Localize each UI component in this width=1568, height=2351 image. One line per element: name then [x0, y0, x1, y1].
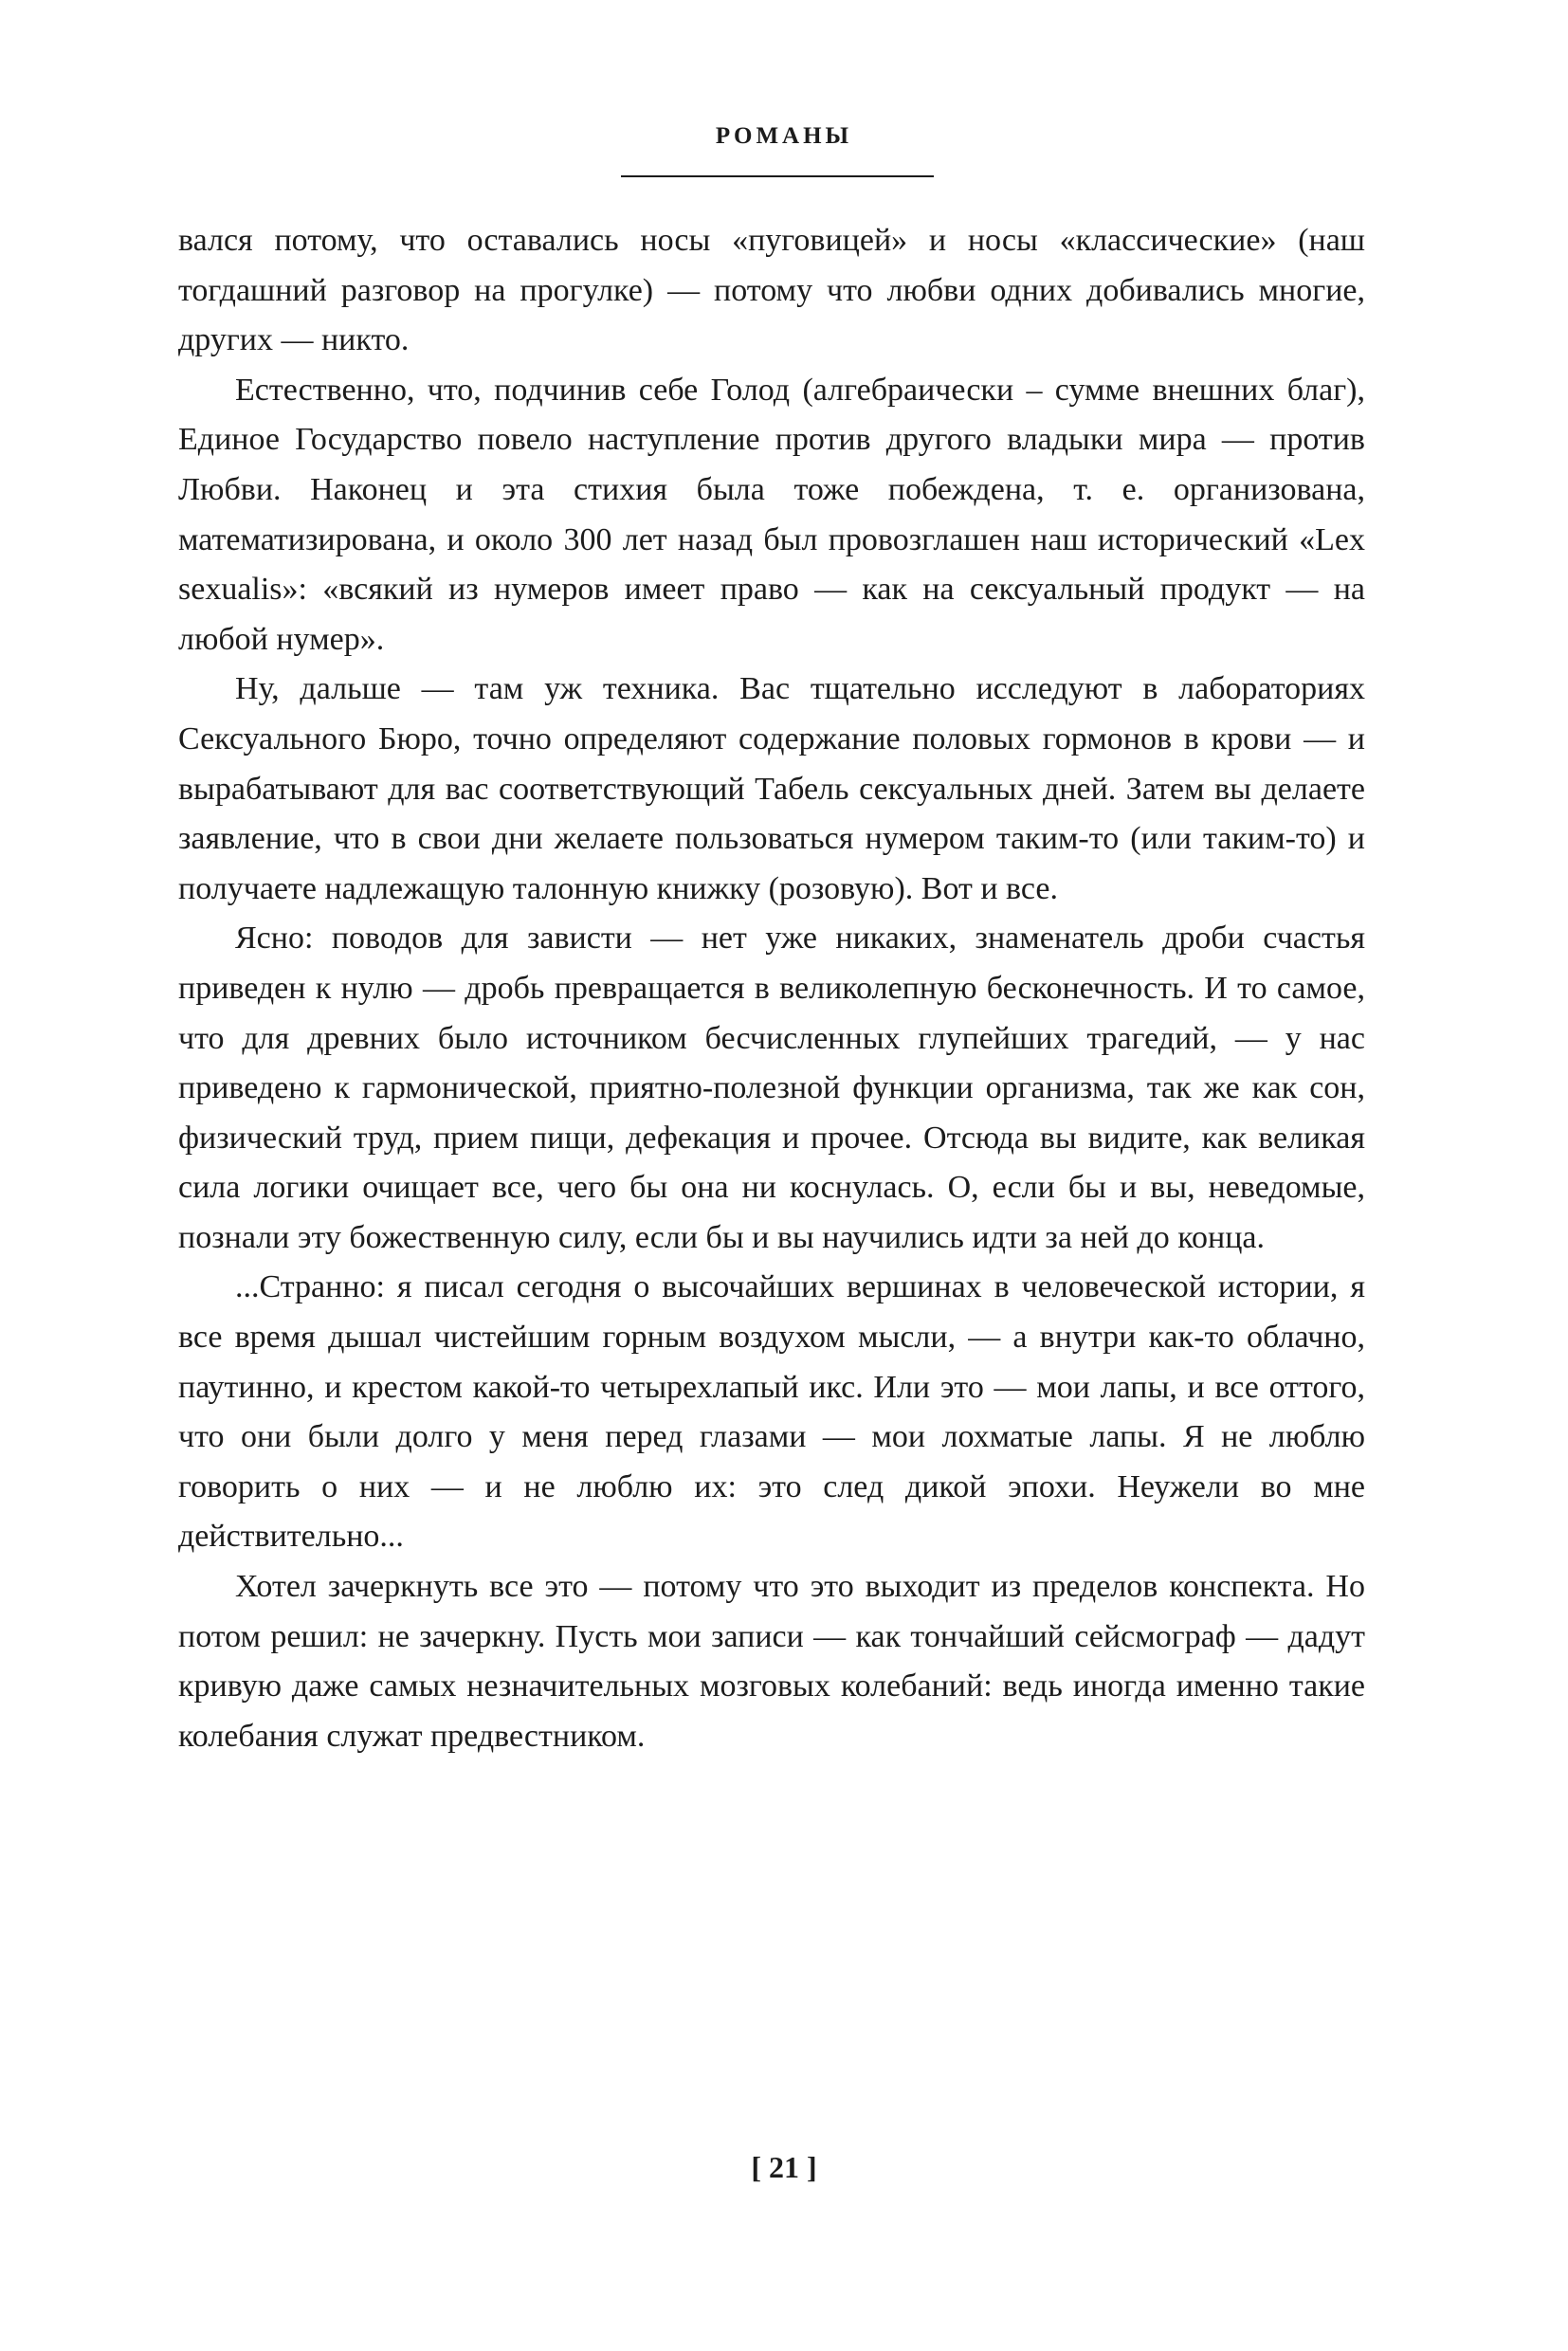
- paragraph: Ну, дальше — там уж техника. Вас тщательно исследуют в лабораториях Сексуального Бюро, точно определяют содержание половых гормонов в крови — и вырабатывают для вас соответствующий Табель сексуальных дней. Затем вы делаете заявление, что в свои дни желаете пользоваться нумером таким-то (или таким-то) и получаете надлежащую талонную книжку (розовую). Вот и все.: [178, 671, 1365, 906]
- running-title: РОМАНЫ: [715, 123, 853, 149]
- body-text: [178, 216, 1365, 1761]
- paragraph: Естественно, что, подчинив себе Голод (алгебраически – сумме внешних благ), Единое Государство повело наступление против другого владыки мира — против Любви. Наконец и эта стихия была тоже побеждена, т. е. организована, математизирована, и около 300 лет назад был провозглашен наш исторический «Lex sexualis»: «всякий из нумеров имеет право — как на сексуальный продукт — на любой нумер».: [178, 372, 1365, 657]
- paragraph: ...Странно: я писал сегодня о высочайших вершинах в человеческой истории, я все время дышал чистейшим горным воздухом мысли, — а внутри как-то облачно, паутинно, и крестом какой-то четырехлапый икс. Или это — мои лапы, и все оттого, что они были долго у меня перед глазами — мои лохматые лапы. Я не люблю говорить о них — и не люблю их: это след дикой эпохи. Неужели во мне действительно...: [178, 1269, 1365, 1555]
- paragraph-continued: вался потому, что оставались носы «пуговицей» и носы «классические» (наш тогдашний разговор на прогулке) — потому что любви одних добивались многие, других — никто.: [178, 223, 1365, 358]
- paragraph: Ясно: поводов для зависти — нет уже никаких, знаменатель дроби счастья приведен к нулю — дробь превращается в великолепную бесконечность. И то самое, что для древних было источником бесчисленных глупейших трагедий, — у нас приведено к гармонической, приятно-полезной функции организма, так же как сон, физический труд, прием пищи, дефекация и прочее. Отсюда вы видите, как великая сила логики очищает все, чего бы она ни коснулась. О, если бы и вы, неведомые, познали эту божественную силу, если бы и вы научились идти за ней до конца.: [178, 920, 1365, 1255]
- paragraph: Хотел зачеркнуть все это — потому что это выходит из пределов конспекта. Но потом решил: не зачеркну. Пусть мои записи — как тончайший сейсмограф — дадут кривую даже самых незначительных мозговых колебаний: ведь иногда именно такие колебания служат предвестником.: [178, 1569, 1365, 1754]
- page-number: [ 21 ]: [751, 2150, 817, 2184]
- header-rule: [621, 175, 934, 177]
